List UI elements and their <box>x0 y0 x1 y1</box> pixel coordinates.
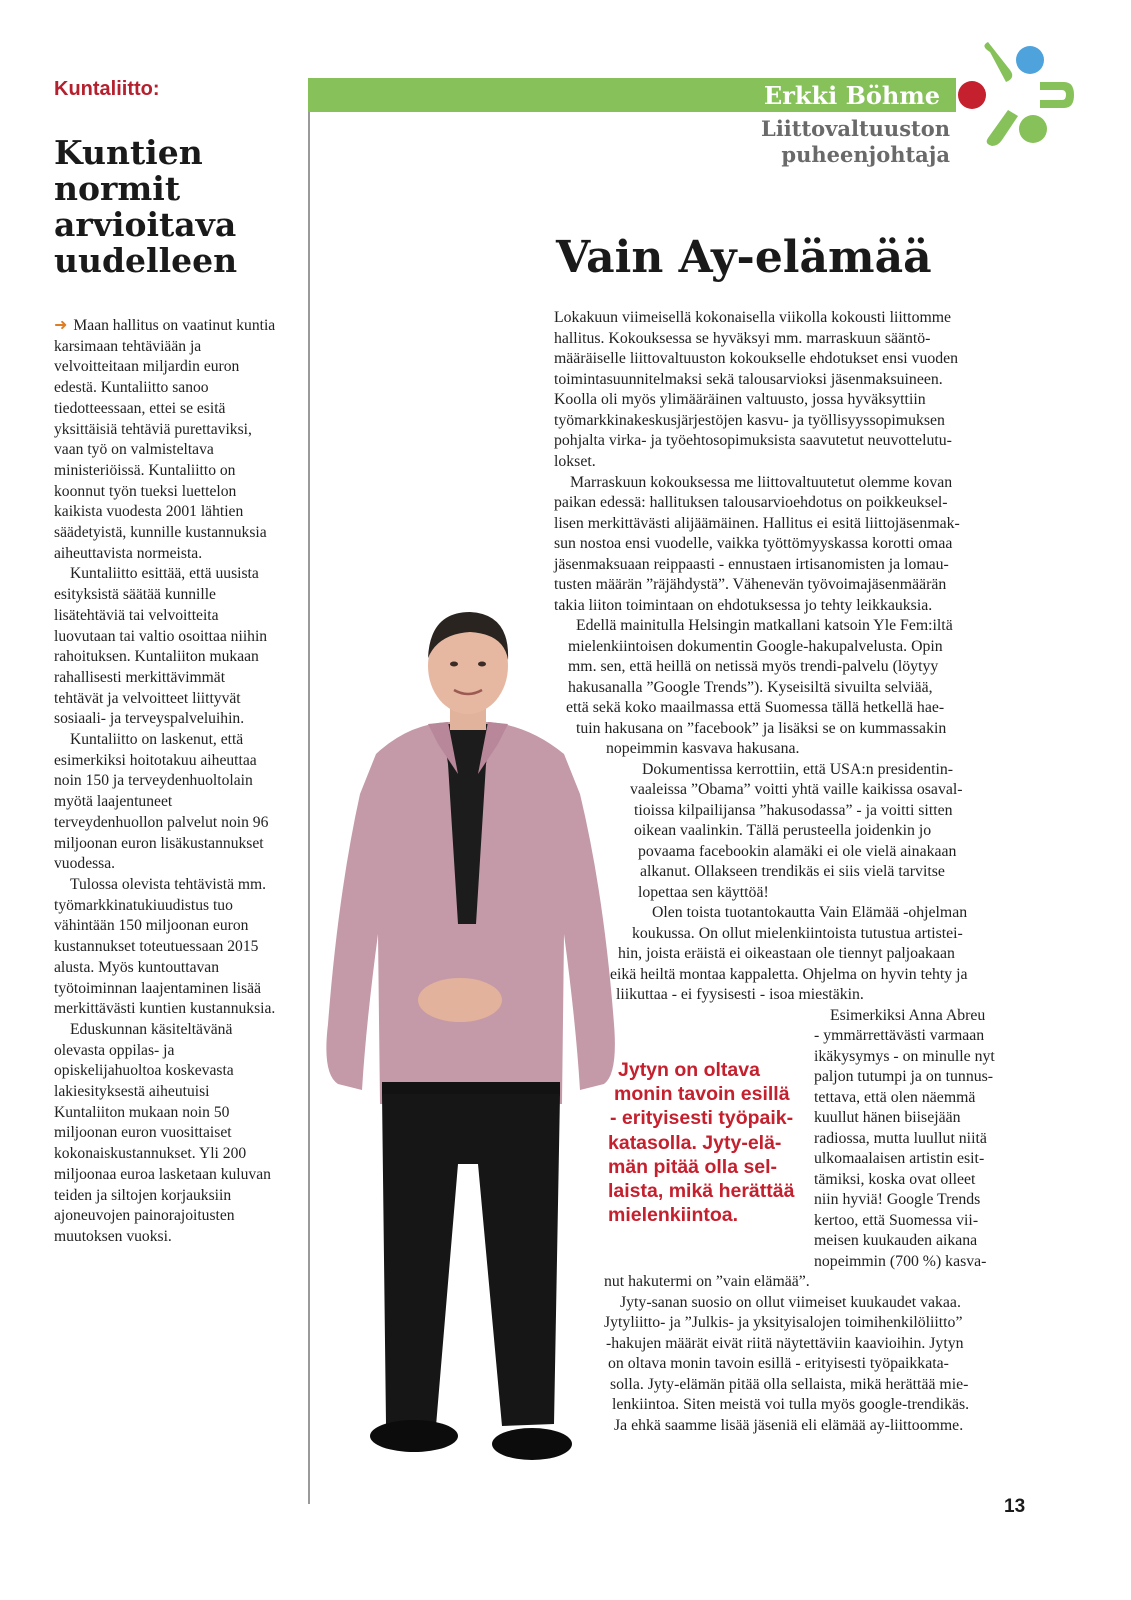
pull-quote-line: Jytyn on oltava <box>618 1059 760 1081</box>
author-photo <box>318 604 618 1532</box>
sidebar-title-line: Kuntien <box>54 133 203 172</box>
article-line: sun nostoa ensi vuodelle, vaikka työttömyyskassa korotti omaa <box>554 535 953 552</box>
article-line: lopettaa sen käyttöä! <box>638 884 769 901</box>
article-line: on oltava monin tavoin esillä - erityisesti työpaikkata- <box>608 1355 949 1372</box>
article-line: Ja ehkä saamme lisää jäseniä eli elämää ay-liittoomme. <box>614 1417 964 1434</box>
sidebar-title-line: normit <box>54 169 181 208</box>
sidebar-paragraph: Tulossa olevista tehtävistä mm. työmarkkinatukiuudistus tuo vähintään 150 miljoonan euron kustannukset toteutuessaan 2015 alusta. Myös kuntouttavan työtoiminnan laajentaminen lisää merkittävästi kuntien kustannuksia. <box>54 875 276 1018</box>
article-line: ikäkysymys - on minulle nyt <box>814 1048 995 1065</box>
column-divider <box>308 78 310 1504</box>
article-line: Koolla oli myös ylimääräinen valtuusto, jossa hyväksyttiin <box>554 391 926 408</box>
sidebar-paragraph: Kuntaliitto on laskenut, että esimerkiksi hoitotakuu aiheuttaa noin 150 ja terveydenhuoltolain myötä laajentuneet terveydenhuollon palvelut noin 96 miljoonan euron lisäkustannukset vuodessa. <box>54 731 269 873</box>
article-line: -hakujen määrät eivät riitä näytettäviin kaavioihin. Jytyn <box>606 1335 964 1352</box>
article-line: eikä heiltä montaa kappaletta. Ohjelma on hyvin tehty ja <box>610 966 968 983</box>
article-line: paljon tutumpi ja on tunnus- <box>814 1068 994 1085</box>
sidebar-body <box>54 315 276 1248</box>
article-line: Edellä mainitulla Helsingin matkallani katsoin Yle Fem:iltä <box>576 617 953 634</box>
article-line: - ymmärrettävästi varmaan <box>814 1027 985 1044</box>
sidebar-paragraph-text: Maan hallitus on vaatinut kuntia karsimaan tehtäviään ja velvoitteitaan miljardin euron edestä. Kuntaliitto sanoo tiedotteessaan, ettei se esitä yksittäisiä tehtäviä purettaviksi, vaan työ on valmisteltava ministeriöissä. Kuntaliitto on koonnut työn tueksi luettelon kaikista vuodesta 2001 lähtien säädetyistä, kunnille kustannuksia aiheuttavista normeista. <box>54 317 276 562</box>
article-line: työmarkkinakeskusjärjestöjen kasvu- ja työllisyyssopimuksen <box>554 412 945 429</box>
sidebar-paragraph <box>54 315 276 564</box>
article-line: alkanut. Ollakseen trendikäs ei siis vielä tarvitse <box>640 863 945 880</box>
article-line: mm. sen, että heillä on netissä myös trendi-palvelu (löytyy <box>568 658 939 675</box>
sidebar-kicker: Kuntaliitto: <box>54 78 160 100</box>
pull-quote-line: laista, mikä herättää <box>608 1180 795 1203</box>
article-line: meisen kuukauden aikana <box>814 1232 978 1249</box>
article-line: tioissa kilpailijansa ”hakusodassa” - ja voitti sitten <box>634 802 953 819</box>
article-line: niin hyviä! Google Trends <box>814 1191 981 1208</box>
article-line: tettava, että olen näemmä <box>814 1089 976 1106</box>
article-line: radiossa, mutta luullut niitä <box>814 1130 987 1147</box>
article-line: kuullut hänen biisejään <box>814 1109 961 1126</box>
article-line: nopeimmin kasvava hakusana. <box>606 740 800 757</box>
article-line: Marraskuun kokouksessa me liittovaltuutetut olemme kovan <box>570 474 953 491</box>
article-line: jäsenmaksuaan reippaasti - ennustaen irtisanomisten ja lomau- <box>554 556 949 573</box>
article-line: tämiksi, koska ovat olleet <box>814 1171 976 1188</box>
author-role-line: puheenjohtaja <box>781 142 950 167</box>
arrow-right-icon: ➜ <box>54 315 68 334</box>
sidebar-paragraph: Kuntaliitto esittää, että uusista esityksistä säätää kunnille lisätehtäviä tai velvoitteita luovutaan tai valtio osoittaa niihin rahoituksen. Kuntaliiton mukaan rahallisesti merkittävimmät tehtävät ja velvoitteet liittyvät sosiaali- ja terveyspalveluihin. <box>54 565 268 728</box>
article-line: ulkomaalaisen artistin esit- <box>814 1150 985 1167</box>
article-line: Dokumentissa kerrottiin, että USA:n presidentin- <box>642 761 954 778</box>
article-line: lokset. <box>554 453 596 470</box>
article-line: Esimerkiksi Anna Abreu <box>830 1007 986 1024</box>
logo-green-stroke-bottom <box>987 110 1018 146</box>
article-line: Jytyliitto- ja ”Julkis- ja yksityisalojen toimihenkilöliitto” <box>604 1314 963 1331</box>
article-line: koukussa. On ollut mielenkiintoista tutustua artistei- <box>632 925 963 942</box>
article-line: määräiselle liittovaltuuston kokoukselle ehdotukset ensi vuoden <box>554 350 959 367</box>
article-line: solla. Jyty-elämän pitää olla sellaista, mikä herättää mie- <box>610 1376 969 1393</box>
sidebar-title <box>54 135 289 279</box>
article-title: Vain Ay-elämää <box>556 232 932 283</box>
article-line: Lokakuun viimeisellä kokonaisella viikolla kokousti liittomme <box>554 309 952 326</box>
article-line: vaaleissa ”Obama” voitti yhtä vaille kaikissa osaval- <box>630 781 963 798</box>
article-line: hallitus. Kokouksessa se hyväksyi mm. marraskuun sääntö- <box>554 330 931 347</box>
author-band <box>308 78 956 112</box>
article-line: oikean vaalinkin. Tällä perusteella joidenkin jo <box>634 822 932 839</box>
jyty-logo <box>958 40 1078 150</box>
pull-quote-line: män pitää olla sel- <box>608 1155 778 1178</box>
article-line: nopeimmin (700 %) kasva- <box>814 1253 987 1270</box>
logo-blue-dot <box>1016 46 1044 74</box>
article-line: hin, joista eräistä ei oikeastaan ole tiennyt paljoakaan <box>618 945 955 962</box>
article-line: Olen toista tuotantokautta Vain Elämää -ohjelman <box>652 904 968 921</box>
article-line: kertoo, että Suomessa vii- <box>814 1212 979 1229</box>
article-line: lisen merkittävästi alijäämäinen. Hallitus ei esitä liittojäsenmak- <box>554 515 960 532</box>
author-role-line: Liittovaltuuston <box>761 116 950 141</box>
article-line: tusten määrän ”räjähdystä”. Vähenevän työvoimajäsenmäärän <box>554 576 947 593</box>
article-line: pohjalta virka- ja työehtosopimuksista saavutetut neuvottelutu- <box>554 432 952 449</box>
article-line: liikuttaa - ei fyysisesti - isoa miestäkin. <box>616 986 864 1003</box>
article-line: Jyty-sanan suosio on ollut viimeiset kuukaudet vakaa. <box>620 1294 961 1311</box>
logo-green-dot <box>1019 115 1047 143</box>
article-line: että sekä koko maailmassa että Suomessa tällä hetkellä hae- <box>566 699 945 716</box>
logo-red-dot <box>958 81 986 109</box>
pull-quote-line: monin tavoin esillä <box>614 1083 790 1106</box>
article-line: hakusanalla ”Google Trends”). Kyseisiltä sivuilta selviää, <box>568 679 933 696</box>
pull-quote-line: katasolla. Jyty-elä- <box>608 1131 782 1154</box>
pull-quote-line: mielenkiintoa. <box>608 1204 739 1227</box>
article-line: paikan edessä: hallituksen talousarvioehdotus on poikkeuksel- <box>554 494 948 511</box>
article-line: toimintasuunnitelmaksi sekä talousarvioksi jäsenmaksuineen. <box>554 371 943 388</box>
article-line: tuin hakusana on ”facebook” ja lisäksi se on kummassakin <box>576 720 947 737</box>
pull-quote <box>606 1058 818 1227</box>
author-name: Erkki Böhme <box>763 81 940 110</box>
sidebar-paragraph: Eduskunnan käsiteltävänä olevasta oppilas- ja opiskelijahuoltoa koskevasta lakiesityksestä aiheutuisi Kuntaliiton mukaan noin 50 miljoonan euron vuosittaiset kokonaiskustannukset. Yli 200 miljoonaa euroa lasketaan kuluvan teiden ja siltojen korjauksiin ajoneuvojen painorajoitusten muutoksen vuoksi. <box>54 1020 271 1245</box>
article-line: mielenkiintoisen dokumentin Google-hakupalvelusta. Opin <box>568 638 943 655</box>
article-line: lenkiintoa. Siten meistä voi tulla myös google-trendikäs. <box>612 1396 970 1413</box>
sidebar-title-line: uudelleen <box>54 241 238 280</box>
logo-green-stroke-top <box>984 42 1012 82</box>
page-number: 13 <box>1004 1496 1026 1517</box>
logo-green-stroke-right <box>1040 82 1074 108</box>
article-line: nut hakutermi on ”vain elämää”. <box>604 1273 810 1290</box>
author-role <box>700 116 950 168</box>
sidebar-title-line: arvioitava <box>54 205 237 244</box>
pull-quote-line: - erityisesti työpaik- <box>610 1107 794 1130</box>
article-line: takia liiton toimintaan on ehdotuksessa jo tehty leikkauksia. <box>554 597 933 614</box>
article-line: povaama facebookin alamäki ei ole vielä ainakaan <box>638 843 957 860</box>
